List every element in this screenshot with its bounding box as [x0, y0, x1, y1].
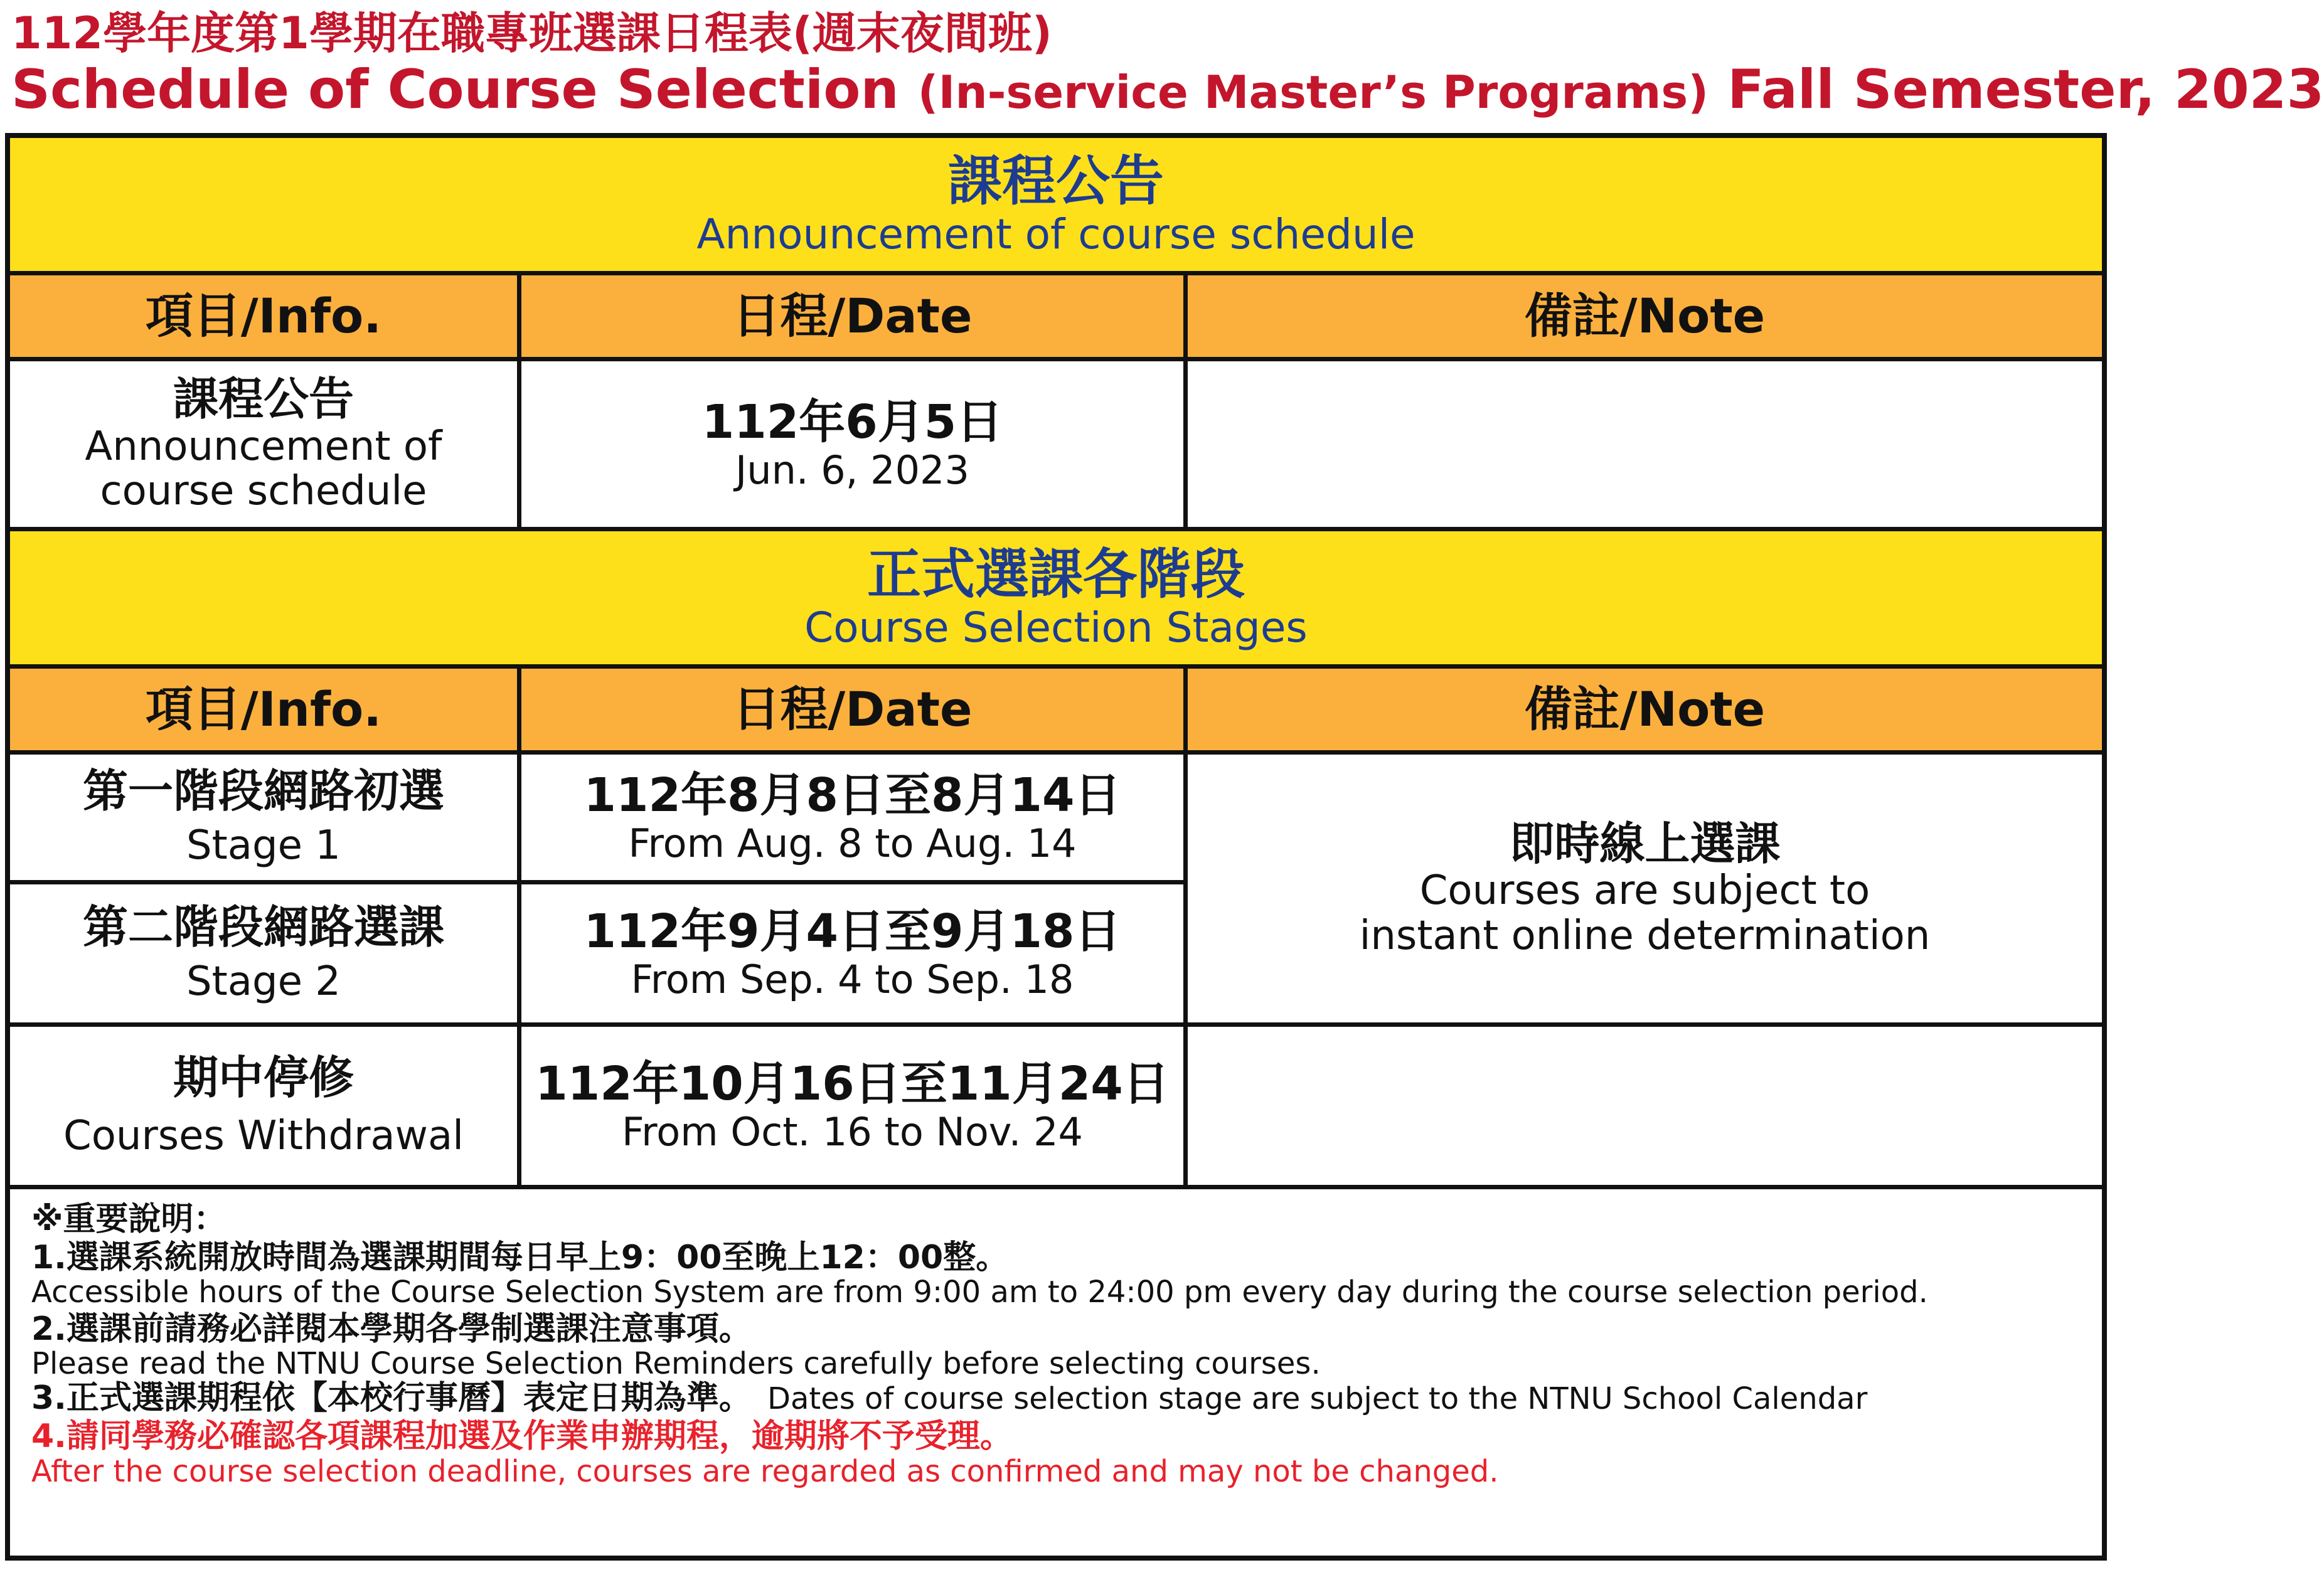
note-4-zh: 4.請同學務必確認各項課程加選及作業申辦期程，逾期將不予受理。: [31, 1418, 1013, 1456]
stage2-date-en: From Sep. 4 to Sep. 18: [631, 956, 1074, 1002]
withdrawal-info-en: Courses Withdrawal: [63, 1113, 464, 1160]
note-2-zh: 2.選課前請務必詳閱本學期各學制選課注意事項。: [31, 1310, 752, 1349]
note-4-en: After the course selection deadline, courses are regarded as confirmed and may not be changed.: [31, 1453, 1499, 1489]
notes-heading: ※重要說明：: [31, 1201, 227, 1238]
withdrawal-info-zh: 期中停修: [173, 1051, 354, 1104]
withdrawal-info: [10, 1027, 517, 1185]
header-info-2: 項目/Info.: [10, 669, 517, 750]
announcement-band-title: 課程公告: [948, 149, 1164, 213]
grid-line: [517, 361, 521, 527]
header-info: 項目/Info.: [10, 275, 517, 357]
stages-note-en1: Courses are subject to: [1419, 867, 1870, 915]
header-date: 日程/Date: [521, 275, 1183, 357]
stages-note: [1188, 755, 2102, 1022]
grid-line: [10, 271, 2102, 275]
note-2-en: Please read the NTNU Course Selection Reminders carefully before selecting courses.: [31, 1346, 1321, 1382]
important-notes: [31, 1199, 2077, 1488]
stage1-info: [10, 755, 517, 880]
stage1-info-zh: 第一階段網路初選: [82, 764, 444, 817]
header-note-2: 備註/Note: [1188, 669, 2102, 750]
stage1-date-zh: 112年8月8日至8月14日: [584, 768, 1121, 822]
withdrawal-date-en: From Oct. 16 to Nov. 24: [622, 1108, 1083, 1155]
stage2-info-zh: 第二階段網路選課: [82, 900, 444, 953]
stage2-info-en: Stage 2: [186, 958, 341, 1005]
page-title-zh: 112學年度第1學期在職專班選課日程表(週末夜間班): [11, 8, 1052, 59]
title-en-main: Schedule of Course Selection: [11, 58, 899, 121]
title-en-paren: (In-service Master’s Programs): [917, 66, 1709, 119]
grid-line: [517, 669, 521, 1185]
note-3: [31, 1381, 2077, 1416]
announcement-info-zh: 課程公告: [173, 373, 354, 426]
note-3-zh: 3.正式選課期程依【本校行事曆】表定日期為準。: [31, 1379, 752, 1418]
announcement-info: [10, 361, 517, 527]
grid-line: [10, 1185, 2102, 1189]
stage2-date: [521, 884, 1183, 1022]
stage1-date-en: From Aug. 8 to Aug. 14: [628, 820, 1077, 866]
stages-band-title: 正式選課各階段: [867, 543, 1245, 606]
grid-line: [517, 275, 521, 357]
stages-band-subtitle: Course Selection Stages: [804, 603, 1308, 652]
stage2-date-zh: 112年9月4日至9月18日: [584, 904, 1121, 958]
title-en-tail: Fall Semester, 2023: [1727, 58, 2324, 121]
withdrawal-note: [1188, 1027, 2102, 1185]
page-title-en: [11, 58, 2324, 121]
stages-note-en2: instant online determination: [1359, 912, 1931, 959]
note-1-en: Accessible hours of the Course Selection System are from 9:00 am to 24:00 pm every day during the course selection period.: [31, 1275, 1928, 1310]
note-3-en: Dates of course selection stage are subject to the NTNU School Calendar: [767, 1381, 1868, 1417]
stage1-info-en: Stage 1: [186, 822, 341, 869]
announcement-band-subtitle: Announcement of course schedule: [696, 210, 1415, 259]
grid-line: [10, 880, 1183, 884]
stages-note-zh: 即時線上選課: [1509, 817, 1781, 870]
announcement-info-en2: course schedule: [100, 468, 427, 515]
grid-line: [1183, 669, 1188, 1185]
grid-line: [10, 750, 2102, 755]
grid-line: [10, 664, 2102, 669]
grid-line: [1183, 275, 1188, 357]
grid-line: [10, 1022, 2102, 1027]
grid-line: [10, 527, 2102, 531]
note-1-zh: 1.選課系統開放時間為選課期間每日早上9：00至晚上12：00整。: [31, 1239, 1009, 1277]
stage2-info: [10, 884, 517, 1022]
stages-band: [10, 531, 2102, 664]
grid-line: [10, 357, 2102, 361]
announcement-date: [521, 361, 1183, 527]
grid-line: [1183, 361, 1188, 527]
announcement-date-en: Jun. 6, 2023: [735, 447, 969, 493]
stage1-date: [521, 755, 1183, 880]
header-note: 備註/Note: [1188, 275, 2102, 357]
announcement-band: [10, 138, 2102, 271]
header-date-2: 日程/Date: [521, 669, 1183, 750]
withdrawal-date: [521, 1027, 1183, 1185]
announcement-info-en1: Announcement of: [85, 423, 442, 470]
withdrawal-date-zh: 112年10月16日至11月24日: [535, 1056, 1170, 1111]
announcement-note: [1188, 361, 2102, 527]
announcement-date-zh: 112年6月5日: [701, 395, 1003, 449]
